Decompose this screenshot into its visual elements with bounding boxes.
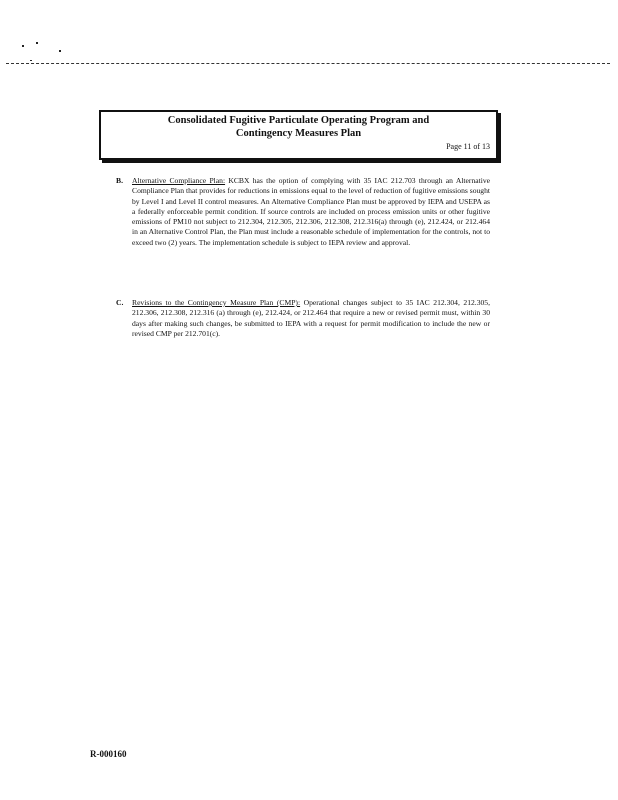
page-number: Page 11 of 13 (446, 142, 490, 151)
item-body (132, 298, 490, 339)
scan-speck (59, 50, 61, 52)
document-id: R-000160 (90, 749, 127, 759)
document-header-box (99, 110, 498, 160)
section-item-b (116, 176, 490, 248)
item-marker: B. (116, 176, 123, 185)
item-text: KCBX has the option of complying with 35 IAC 212.703 through an Alternative Compliance Plan that provides for reductions in emissions equal to the level of reduction of fugitive emissions sought by Level I and Level II control measures. An Alternative Compliance Plan must be approved by IEPA and USEPA as a federally enforceable permit condition. If source controls are included on process emission units or other fugitive emissions of PM10 not subject to 212.304, 212.305, 212.306, 212.308, 212.316(a) through (e), 212.424, or 212.464 in an Alternative Control Plan, the Plan must include a reasonable schedule of implementation for the controls, not to exceed two (2) years. The implementation schedule is subject to IEPA review and approval. (132, 176, 490, 247)
item-heading: Alternative Compliance Plan: (132, 176, 226, 185)
item-text: Operational changes subject to 35 IAC 212.304, 212.305, 212.306, 212.308, 212.316 (a) through (e), 212.424, or 212.464 that require a new or revised permit must, within 30 days after making such changes, be submitted to IEPA with a request for permit modification to include the new or revised CMP per 212.701(c). (132, 298, 490, 338)
item-marker: C. (116, 298, 124, 307)
item-body (132, 176, 490, 248)
document-title-line-2: Contingency Measures Plan (235, 128, 362, 139)
scan-speck (36, 42, 38, 44)
scan-speck (22, 45, 24, 47)
scan-speck (30, 60, 32, 61)
section-item-c (116, 298, 490, 339)
item-heading: Revisions to the Contingency Measure Plan (CMP): (132, 298, 301, 307)
document-title-line-1: Consolidated Fugitive Particulate Operating Program and (167, 115, 430, 126)
top-rule-line (6, 63, 610, 64)
